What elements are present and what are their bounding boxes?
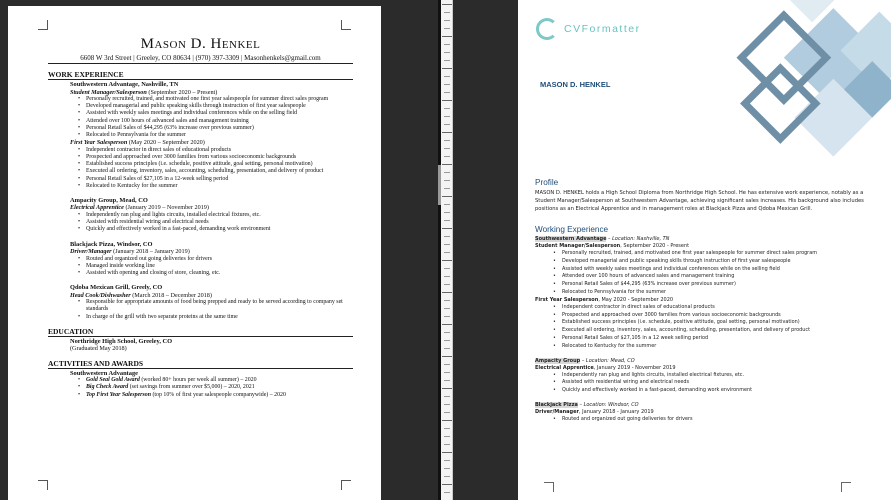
ruler-tick	[442, 196, 452, 197]
bullet-item[interactable]: • Assisted with weekly sales meetings and individual conferences while on the selling field	[553, 266, 873, 274]
award-name: Top First Year Salesperson	[86, 391, 151, 398]
job-role[interactable]	[70, 139, 353, 147]
ruler-tick	[442, 324, 452, 325]
bullet-item[interactable]: • Attended over 100 hours of advanced sales and management training	[553, 273, 873, 281]
page-corner-mark	[841, 482, 851, 492]
award-name: Big Check Award	[86, 384, 129, 391]
ruler-tick	[444, 84, 450, 85]
bullet-item[interactable]: • Assisted with residential wiring and electrical needs	[553, 379, 873, 387]
award-detail: (worked 80+ hours per week all summer) – 2020	[139, 377, 257, 384]
entry-role[interactable]	[535, 297, 873, 304]
vertical-ruler	[441, 0, 453, 500]
bullet-item[interactable]: • Prospected and approached over 3000 families from various socioeconomic backgrounds	[553, 312, 873, 320]
ruler-tick	[444, 412, 450, 413]
work-experience-list	[48, 81, 353, 321]
ruler-tick	[442, 100, 452, 101]
bullet-item[interactable]: • Managed inside working line	[78, 263, 353, 270]
bullet-item[interactable]: • Independently ran plug and lights circuits, installed electrical fixtures, etc.	[78, 212, 353, 219]
job-title: First Year Salesperson	[70, 139, 128, 147]
ruler-tick	[442, 36, 452, 37]
ruler-tick	[444, 340, 450, 341]
ruler-tick	[444, 372, 450, 373]
ruler-tick	[444, 300, 450, 301]
ruler-tick	[444, 404, 450, 405]
ruler-tick	[444, 428, 450, 429]
job-title: Student Manager/Salesperson	[70, 88, 147, 96]
bullet-item[interactable]: • Routed and organized out going deliveries for drivers	[553, 416, 873, 424]
entry-title: Student Manager/Salesperson	[535, 243, 621, 249]
job-bullets	[78, 212, 353, 234]
bullet-item[interactable]: • Routed and organized out going deliveries for drivers	[78, 256, 353, 263]
job-bullets	[78, 147, 353, 190]
bullet-item[interactable]: • Executed all ordering, inventory, sales, accounting, scheduling, presentation, and delivery of product	[78, 168, 353, 175]
entry-title: First Year Salesperson	[535, 296, 599, 303]
entry-bullets	[553, 416, 873, 424]
working-experience-list	[535, 236, 873, 424]
entry-org-name: Blackjack Pizza	[535, 401, 578, 408]
working-experience-heading[interactable]: Working Experience	[535, 225, 609, 234]
ruler-tick	[442, 132, 452, 133]
ruler-tick	[444, 28, 450, 29]
ruler-tick	[444, 476, 450, 477]
bullet-item[interactable]: • Personal Retail Sales of $27,105 in a 12 week selling period	[553, 335, 873, 343]
ruler-tick	[444, 444, 450, 445]
bullet-item[interactable]: • Established success principles (i.e. schedule, positive attitude, goal setting, personal motivation)	[78, 161, 353, 168]
ruler-tick	[444, 140, 450, 141]
bullet-item[interactable]: • In charge of the grill with two separate proteins at the same time	[78, 314, 353, 321]
ruler-tick	[444, 108, 450, 109]
spacer	[535, 395, 873, 400]
ruler-tick	[444, 52, 450, 53]
ruler-tick	[444, 460, 450, 461]
ruler-tick	[444, 20, 450, 21]
bullet-item[interactable]: • Independently ran plug and lights circuits, installed electrical fixtures, etc.	[553, 372, 873, 380]
entry-role[interactable]	[535, 365, 873, 372]
ruler-tick	[444, 316, 450, 317]
bullet-item[interactable]: • Assisted with weekly sales meetings and individual conferences while on the selling field	[78, 110, 353, 117]
entry-bullets	[553, 304, 873, 351]
bullet-item[interactable]: • Executed all ordering, inventory, sales, accounting, scheduling, presentation, and delivery of product	[553, 327, 873, 335]
page-corner-mark	[544, 482, 554, 492]
job-role[interactable]	[70, 204, 353, 212]
education-school[interactable]: Northridge High School, Greeley, CO	[70, 337, 173, 345]
spacer	[535, 351, 873, 356]
ruler-tick	[442, 164, 452, 165]
spacer	[48, 234, 353, 240]
entry-org-name: Southwestern Advantage	[535, 236, 607, 242]
ruler-tick	[442, 4, 452, 5]
entry-location: – Location: Nashville, TN	[606, 236, 670, 242]
ruler-tick	[442, 484, 452, 485]
bullet-item[interactable]: • Prospected and approached over 3000 families from various socioeconomic backgrounds	[78, 154, 353, 161]
ruler-tick	[444, 468, 450, 469]
bullet-item[interactable]: • Independent contractor in direct sales of educational products	[78, 147, 353, 154]
formatted-name[interactable]: MASON D. HENKEL	[540, 80, 611, 89]
ruler-tick	[442, 452, 452, 453]
bullet-item[interactable]: • Attended over 100 hours of advanced sales and management training	[78, 118, 353, 125]
ruler-tick	[444, 220, 450, 221]
brand-logo	[536, 18, 641, 40]
ruler-tick	[442, 356, 452, 357]
entry-role[interactable]	[535, 243, 873, 250]
ruler-tick	[444, 212, 450, 213]
job-title: Head Cook/Dishwasher	[70, 291, 131, 299]
ruler-tick	[444, 156, 450, 157]
ruler-tick	[442, 260, 452, 261]
ruler-tick	[444, 332, 450, 333]
job-title: Driver/Manager	[70, 248, 112, 256]
ruler-tick	[444, 396, 450, 397]
job-dates: (January 2018 – January 2019)	[111, 248, 190, 256]
job-dates: (March 2018 – December 2018)	[130, 291, 212, 299]
resume-name[interactable]: Mason D. Henkel	[140, 36, 261, 52]
resume-contact-line[interactable]: 6608 W 3rd Street | Greeley, CO 80634 | (970) 397-3309 | Masonhenkels@gmail.com	[48, 54, 353, 64]
section-heading-activities[interactable]: ACTIVITIES AND AWARDS	[48, 359, 353, 369]
job-bullets	[78, 256, 353, 278]
bullet-item[interactable]: • Personally recruited, trained, and motivated one first year salespeople for summer direct sales program	[553, 250, 873, 258]
entry-dates: , May 2020 - September 2020	[598, 296, 674, 303]
bullet-item[interactable]: • Quickly and effectively worked in a fast-paced, demanding work environment	[78, 226, 353, 233]
entry-location: – Location: Windsor, CO	[577, 401, 639, 408]
job-organization[interactable]: Blackjack Pizza, Windsor, CO	[70, 240, 153, 248]
brand-name: CVFormatter	[564, 23, 641, 35]
ruler-tick	[444, 244, 450, 245]
entry-dates: , January 2019 - November 2019	[593, 364, 676, 371]
ruler-tick	[444, 380, 450, 381]
bullet-item[interactable]: • Relocated to Pennsylvania for the summer	[553, 289, 873, 297]
bullet-item[interactable]: • Quickly and effectively worked in a fast-paced, demanding work environment	[553, 387, 873, 395]
formatted-resume-body	[535, 178, 873, 424]
job-role[interactable]	[70, 89, 353, 97]
bullet-item[interactable]: • Developed managerial and public speaking skills through instruction of first year salespeople	[78, 103, 353, 110]
awards-list	[78, 377, 353, 399]
ruler-tick	[444, 268, 450, 269]
bullet-item[interactable]: • Personally recruited, trained, and motivated one first year salespeople for summer direct sales program	[78, 96, 353, 103]
ruler-tick	[444, 180, 450, 181]
ruler-tick	[444, 204, 450, 205]
ruler-tick	[442, 292, 452, 293]
award-item[interactable]	[78, 392, 353, 399]
ruler-tick	[444, 284, 450, 285]
entry-dates: , September 2020 - Present	[620, 243, 690, 249]
ruler-tick	[444, 236, 450, 237]
bullet-item[interactable]: • Relocated to Pennsylvania for the summer	[78, 132, 353, 139]
award-item[interactable]	[78, 384, 353, 391]
ruler-tick	[444, 308, 450, 309]
entry-title: Electrical Apprentice	[535, 364, 594, 371]
entry-location: – Location: Mead, CO	[580, 357, 635, 364]
ruler-tick	[442, 228, 452, 229]
bullet-item[interactable]: • Responsible for appropriate amounts of food being prepped and ready to be served according to company set standards	[78, 299, 353, 313]
profile-heading[interactable]: Profile	[535, 178, 559, 187]
job-title: Electrical Apprentice	[70, 204, 124, 212]
ruler-tick	[444, 348, 450, 349]
ruler-tick	[444, 60, 450, 61]
bullet-item[interactable]: • Assisted with opening and closing of store, cleaning, etc.	[78, 270, 353, 277]
award-detail: (top 10% of first year salespeople companywide) – 2020	[150, 391, 286, 398]
entry-dates: , January 2018 - January 2019	[579, 408, 654, 415]
resume-header	[518, 0, 891, 165]
bullet-item[interactable]: • Relocated to Kentucky for the summer	[78, 183, 353, 190]
job-role[interactable]	[70, 248, 353, 256]
bullet-item[interactable]: • Developed managerial and public speaking skills through instruction of first year salespeople	[553, 258, 873, 266]
entry-organization[interactable]	[535, 236, 873, 243]
job-organization[interactable]: Qdoba Mexican Grill, Greely, CO	[70, 284, 163, 292]
job-dates: (September 2020 – Present)	[146, 88, 218, 96]
bullet-item[interactable]: • Relocated to Kentucky for the summer	[553, 343, 873, 351]
award-name: Gold Seal Gold Award	[86, 377, 140, 384]
job-dates: (May 2020 – September 2020)	[127, 139, 205, 147]
job-organization[interactable]: Southwestern Advantage, Nashville, TN	[70, 81, 179, 88]
entry-org-name: Ampacity Group	[535, 357, 581, 364]
education-grad[interactable]: (Graduated May 2018)	[70, 345, 127, 353]
ruler-tick	[444, 116, 450, 117]
ruler-tick	[442, 388, 452, 389]
job-bullets	[78, 96, 353, 139]
bullet-item[interactable]: • Personal Retail Sales of $27,105 in a 12-week selling period	[78, 176, 353, 183]
ruler-tick	[444, 44, 450, 45]
job-bullets	[78, 299, 353, 321]
job-organization[interactable]: Ampacity Group, Mead, CO	[70, 196, 148, 204]
page-corner-mark	[341, 480, 351, 490]
profile-text[interactable]: MASON D. HENKEL holds a High School Diploma from Northridge High School. He has extensive work experience, notably as a Student Manager/Salesperson at Southwestern Advantage, achieving significant sales increases. His background also includes positions as an Electrical Apprentice and in management roles at Blackjack Pizza and Qdoba Mexican Grill.	[535, 190, 864, 212]
ruler-tick	[444, 148, 450, 149]
section-heading-education[interactable]: EDUCATION	[48, 327, 353, 337]
spacer	[48, 190, 353, 196]
ruler-tick	[444, 12, 450, 13]
entry-role[interactable]	[535, 409, 873, 416]
bullet-item[interactable]: • Assisted with residential wiring and electrical needs	[78, 219, 353, 226]
ruler-tick	[444, 172, 450, 173]
bullet-item[interactable]: • Independent contractor in direct sales of educational products	[553, 304, 873, 312]
entry-bullets	[553, 250, 873, 297]
resume-content	[48, 36, 353, 399]
ruler-tick	[444, 92, 450, 93]
ruler-tick	[444, 76, 450, 77]
entry-organization[interactable]	[535, 358, 873, 365]
ruler-tick	[444, 252, 450, 253]
page-corner-mark	[38, 480, 48, 490]
page-corner-mark	[38, 20, 48, 30]
ruler-tick	[444, 492, 450, 493]
ruler-tick	[442, 68, 452, 69]
ruler-tick	[444, 364, 450, 365]
formatted-resume-page	[518, 0, 891, 500]
section-heading-work[interactable]: WORK EXPERIENCE	[48, 70, 353, 80]
ruler-tick	[444, 124, 450, 125]
entry-title: Driver/Manager	[535, 408, 579, 415]
entry-organization[interactable]	[535, 402, 873, 409]
bullet-item[interactable]: • Personal Retail Sales of $44,295 (63% increase over previous summer)	[553, 281, 873, 289]
award-detail: (set savings from summer over $5,000) – 2020, 2021	[128, 384, 255, 391]
entry-bullets	[553, 372, 873, 395]
ruler-tick	[444, 276, 450, 277]
page-corner-mark	[341, 20, 351, 30]
spacer	[48, 277, 353, 283]
job-dates: (January 2019 – November 2019)	[123, 204, 209, 212]
original-resume-page	[8, 6, 381, 500]
ruler-tick	[442, 420, 452, 421]
bullet-item[interactable]: • Personal Retail Sales of $44,295 (63% increase over previous summer)	[78, 125, 353, 132]
activities-org[interactable]: Southwestern Advantage	[70, 369, 138, 377]
ruler-tick	[444, 436, 450, 437]
bullet-item[interactable]: • Established success principles (i.e. schedule, positive attitude, goal setting, personal motivation)	[553, 319, 873, 327]
cvformatter-logo-icon	[536, 18, 558, 40]
ruler-tick	[444, 188, 450, 189]
